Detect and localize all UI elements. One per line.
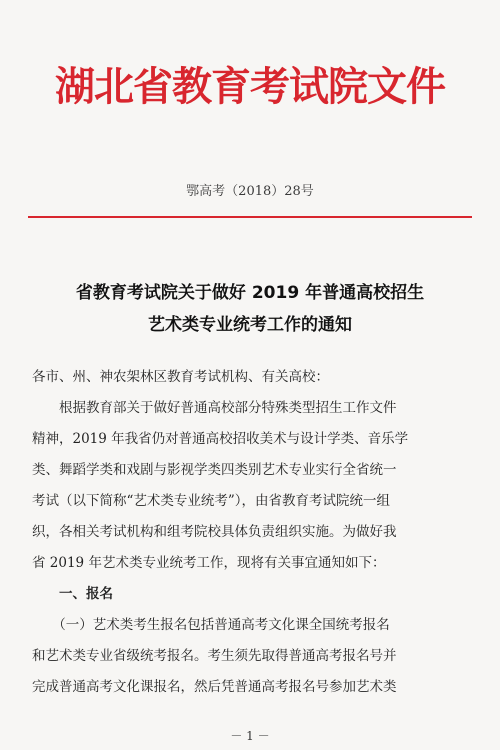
body-text-line: 和艺术类专业省级统考报名。考生须先取得普通高考报名号并 <box>32 648 397 664</box>
document-number: 鄂高考（2018）28号 <box>186 184 314 199</box>
body-text-line: 完成普通高考文化课报名，然后凭普通高考报名号参加艺术类 <box>32 679 397 695</box>
document-title-line-2: 艺术类专业统考工作的通知 <box>148 315 352 335</box>
body-text-line: 精神，2019 年我省仍对普通高校招收美术与设计学类、音乐学 <box>32 431 409 447</box>
body-text-line: 根据教育部关于做好普通高校部分特殊类型招生工作文件 <box>32 400 397 416</box>
body-text-line: 类、舞蹈学类和戏剧与影视学类四类别艺术专业实行全省统一 <box>32 462 397 478</box>
section-heading-registration: 一、报名 <box>32 586 113 602</box>
page-number: － 1 － <box>230 729 270 743</box>
body-text-line: 考试（以下简称“艺术类专业统考”），由省教育考试院统一组 <box>32 493 391 509</box>
red-divider-line <box>28 216 472 218</box>
addressee-line: 各市、州、神农架林区教育考试机构、有关高校： <box>32 369 329 385</box>
body-text-line: （一）艺术类考生报名包括普通高考文化课全国统考报名 <box>32 617 390 633</box>
body-text-line: 省 2019 年艺术类专业统考工作，现将有关事宜通知如下： <box>32 555 386 571</box>
body-text-line: 织，各相关考试机构和组考院校具体负责组织实施。为做好我 <box>32 524 397 540</box>
issuer-header-title: 湖北省教育考试院文件 <box>55 64 445 110</box>
document-title-line-1: 省教育考试院关于做好 2019 年普通高校招生 <box>75 283 425 303</box>
